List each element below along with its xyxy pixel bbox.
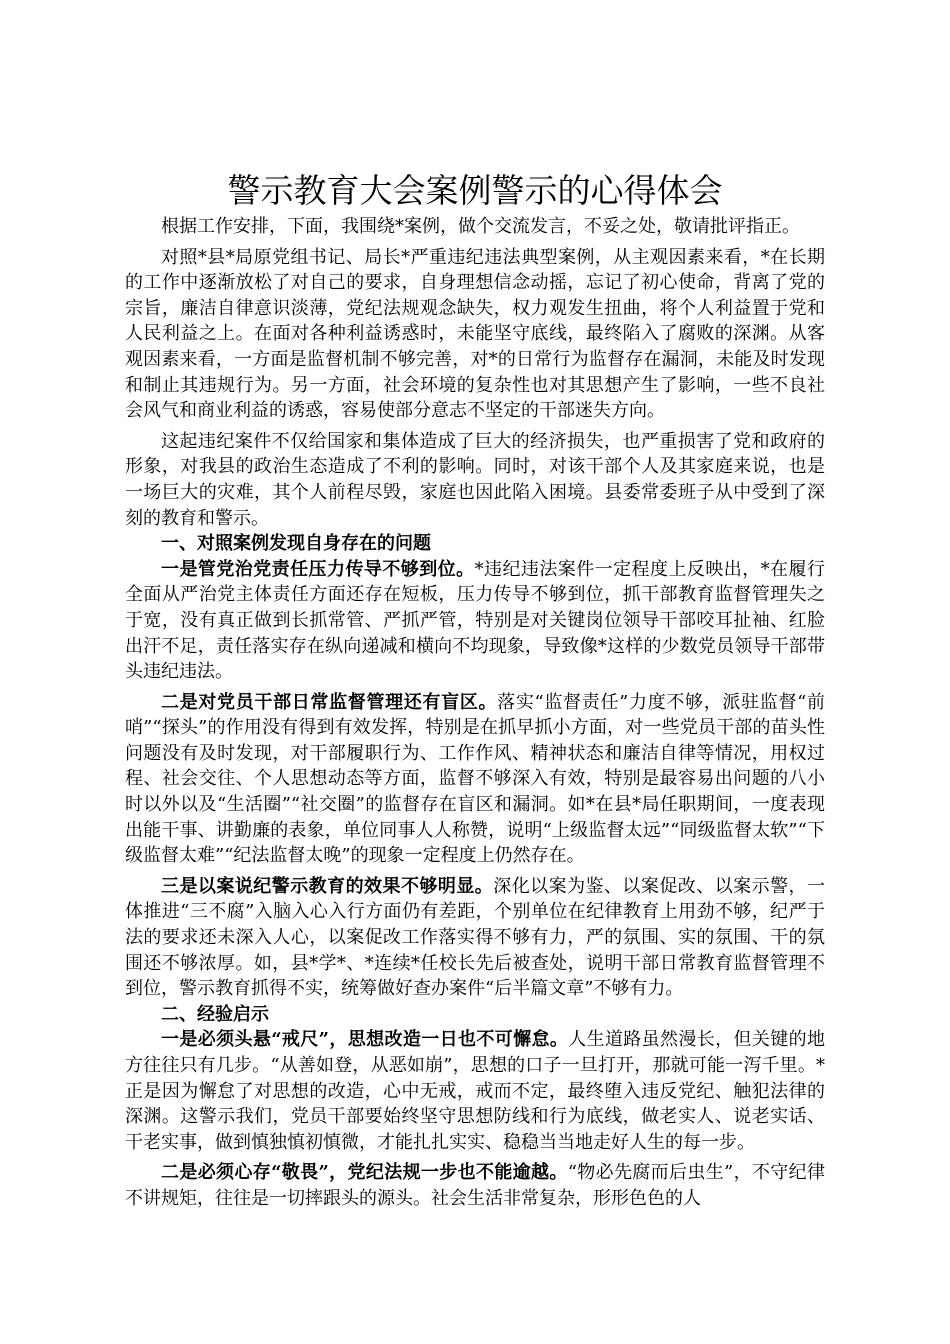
problem-item-1-lead: 一是管党治党责任压力传导不够到位。 xyxy=(161,558,475,580)
case-analysis-paragraph: 对照*县*局原党组书记、局长*严重违纪违法典型案例，从主观因素来看，*在长期的工作中逐渐放松了对自己的要求，自身理想信念动摇，忘记了初心使命，背离了党的宗旨，廉洁自律意识淡薄，党纪法规观念缺失，权力观发生扭曲，将个人利益置于党和人民利益之上。在面对各种利益诱惑时，未能坚守底线，最终陷入了腐败的深渊。从客观因素来看，一方面是监督机制不够完善，对*的日常行为监督存在漏洞，未能及时发现和制止其违规行为。另一方面，社会环境的复杂性也对其思想产生了影响，一些不良社会风气和商业利益的诱惑，容易使部分意志不坚定的干部迷失方向。 xyxy=(125,246,825,422)
document-body xyxy=(125,168,825,1212)
problem-item-1-body: *违纪违法案件一定程度上反映出，*在履行全面从严治党主体责任方面还存在短板，压力传导不够到位，抓干部教育监督管理失之于宽，没有真正做到长抓常管、严抓严管，特别是对关键岗位领导干部咬耳扯袖、红脸出汗不足，责任落实存在纵向递减和横向不均现象，导致像*这样的少数党员领导干部带头违纪违法。 xyxy=(125,558,826,683)
document-title: 警示教育大会案例警示的心得体会 xyxy=(227,171,723,210)
problem-item-3-body: 深化以案为鉴、以案促改、以案示警，一体推进“三不腐”入脑入心入行方面仍有差距，个别单位在纪律教育上用劲不够，纪严于法的要求还未深入人心，以案促改工作落实得不够有力，严的氛围、实的氛围、干的氛围还不够浓厚。如，县*学*、*连续*任校长先后被查处，说明干部日常教育监督管理不到位，警示教育抓得不实，统筹做好查办案件“后半篇文章”不够有力。 xyxy=(125,875,826,1000)
lesson-item-2 xyxy=(125,1160,825,1211)
problem-item-3 xyxy=(125,874,825,1002)
lesson-item-1-body: 人生道路虽然漫长，但关键的地方往往只有几步。“从善如登，从恶如崩”，思想的口子一旦打开，那就可能一泻千里。*正是因为懈怠了对思想的改造，心中无戒，戒而不定，最终堕入违反党纪、触犯法律的深渊。这警示我们，党员干部要始终坚守思想防线和行为底线，做老实人、说老实话、干老实事，做到慎独慎初慎微，才能扎扎实实、稳稳当当地走好人生的每一步。 xyxy=(125,1029,825,1153)
lesson-item-2-body: “物必先腐而后虫生”，不守纪律不讲规矩，往往是一切摔跟头的源头。社会生活非常复杂，形形色色的人 xyxy=(125,1162,825,1209)
problem-item-1 xyxy=(125,557,825,685)
intro-paragraph: 根据工作安排，下面，我围绕*案例，做个交流发言，不妥之处，敬请批评指正。 xyxy=(161,216,800,237)
problem-item-2 xyxy=(125,690,825,869)
lesson-item-1-lead: 一是必须头悬“戒尺”，思想改造一日也不可懈怠。 xyxy=(161,1029,569,1051)
problem-item-3-lead: 三是以案说纪警示教育的效果不够明显。 xyxy=(161,875,494,897)
problem-item-2-body: 落实“监督责任”力度不够，派驻监督“前哨”“探头”的作用没有得到有效发挥，特别是在抓早抓小方面，对一些党员干部的苗头性问题没有及时发现，对干部履职行为、工作作风、精神状态和廉洁自律等情况，用权过程、社会交往、个人思想动态等方面，监督不够深入有效，特别是最容易出问题的八小时以外以及“生活圈”“社交圈”的监督存在盲区和漏洞。如*在县*局任职期间，一度表现出能干事、讲勤廉的表象，单位同事人人称赞，说明“上级监督太远”“同级监督太软”“下级监督太难”“纪法监督太晚”的现象一定程度上仍然存在。 xyxy=(125,691,826,867)
lesson-item-1 xyxy=(125,1027,825,1155)
lesson-item-2-lead: 二是必须心存“敬畏”，党纪法规一步也不能逾越。 xyxy=(161,1162,568,1184)
section-heading-problems: 一、对照案例发现自身存在的问题 xyxy=(161,533,431,555)
impact-paragraph: 这起违纪案件不仅给国家和集体造成了巨大的经济损失，也严重损害了党和政府的形象，对我县的政治生态造成了不利的影响。同时，对该干部个人及其家庭来说，也是一场巨大的灾难，其个人前程尽毁，家庭也因此陷入困境。县委常委班子从中受到了深刻的教育和警示。 xyxy=(125,430,825,529)
problem-item-2-lead: 二是对党员干部日常监督管理还有盲区。 xyxy=(161,691,498,713)
section-heading-lessons: 二、经验启示 xyxy=(161,1003,269,1025)
